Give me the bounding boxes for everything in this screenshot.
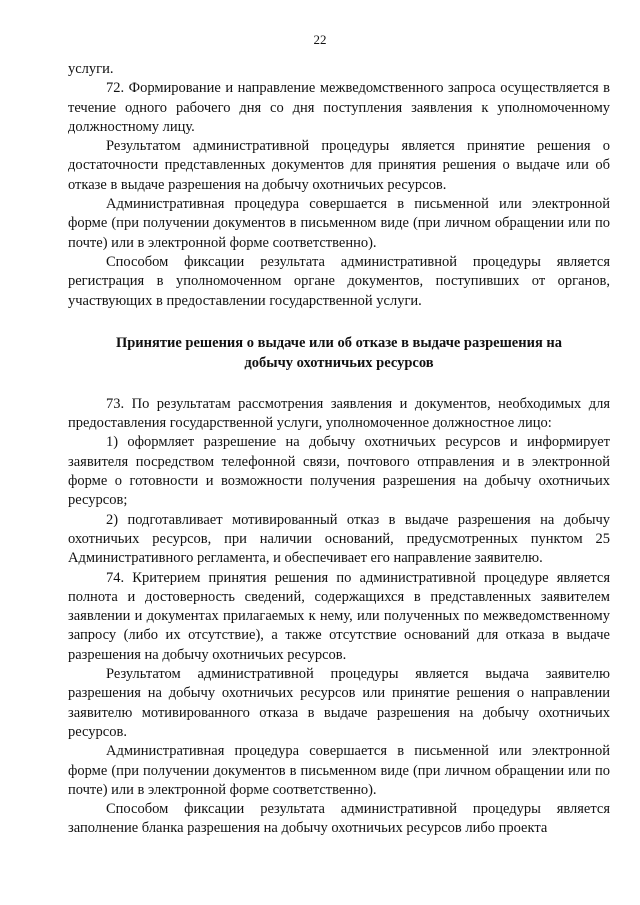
- list-item-2: 2) подготавливает мотивированный отказ в выдаче разрешения на добычу охотничьих ресурсов, при наличии оснований, предусмотренных пунктом 25 Административного регламента, и обеспечивает его направление заявителю.: [68, 511, 610, 567]
- paragraph-74: 74. Критерием принятия решения по административной процедуре является полнота и достоверность сведений, содержащихся в представленных заявителем заявлении и документах прилагаемых к нему, или полученных по межведомственному запросу (либо их отсутствие), а также отсутствие оснований для отказа в выдаче разрешения на добычу охотничьих ресурсов.: [68, 569, 610, 663]
- document-body: [68, 60, 610, 839]
- paragraph-form-1: Административная процедура совершается в письменной или электронной форме (при получении документов в письменном виде (при личном обращении или по почте) или в электронной форме соответственно).: [68, 196, 610, 251]
- paragraph-72: 72. Формирование и направление межведомственного запроса осуществляется в течение одного рабочего дня со дня поступления заявления к уполномоченному должностному лицу.: [68, 80, 610, 135]
- paragraph-73: 73. По результатам рассмотрения заявления и документов, необходимых для предоставления государственной услуги, уполномоченное должностное лицо:: [68, 395, 610, 432]
- paragraph-form-2: Административная процедура совершается в письменной или электронной форме (при получении документов в письменном виде (при личном обращении или по почте) или в электронной форме соответственно).: [68, 743, 610, 798]
- list-item-1: 1) оформляет разрешение на добычу охотничьих ресурсов и информирует заявителя посредством телефонной связи, почтового отправления и в электронной форме о готовности и возможности получения разрешения на добычу охотничьих ресурсов;: [68, 434, 610, 509]
- section-heading: Принятие решения о выдаче или об отказе в выдаче разрешения на добычу охотничьих ресурсов: [115, 334, 563, 371]
- paragraph-result-2: Результатом административной процедуры является выдача заявителю разрешения на добычу охотничьих ресурсов или принятие решения о направлении заявителю мотивированного отказа в выдаче разрешения на добычу охотничьих ресурсов.: [68, 666, 610, 740]
- paragraph-fixation-1: Способом фиксации результата административной процедуры является регистрация в уполномоченном органе документов, поступивших от органов, участвующих в предоставлении государственной услуги.: [68, 253, 610, 309]
- paragraph-fixation-2: Способом фиксации результата административной процедуры является заполнение бланка разрешения на добычу охотничьих ресурсов либо проекта: [68, 801, 610, 837]
- page-number: 22: [313, 32, 327, 47]
- paragraph-result-1: Результатом административной процедуры является принятие решения о достаточности представленных документов для принятия решения о выдаче или об отказе в выдаче разрешения на добычу охотничьих ресурсов.: [68, 138, 610, 193]
- paragraph-continuation: услуги.: [68, 61, 114, 77]
